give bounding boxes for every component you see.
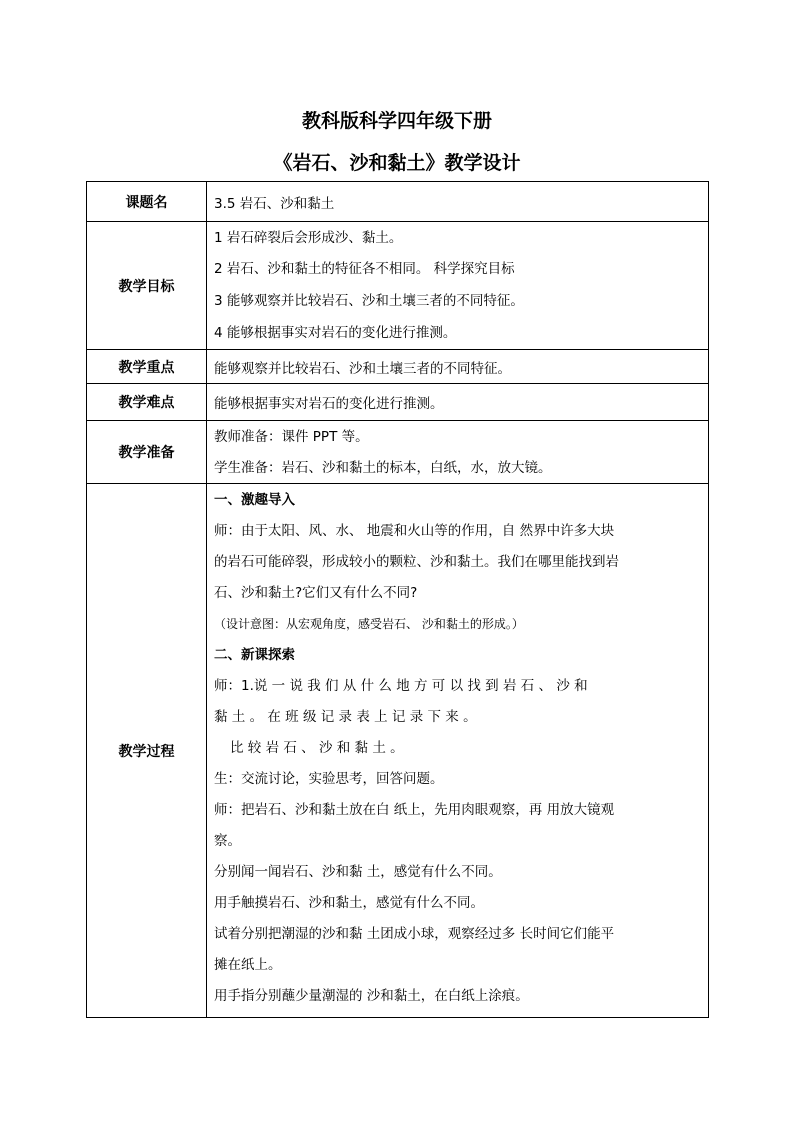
difficulties-label: 教学难点	[87, 384, 207, 421]
process-line: 察。	[214, 833, 241, 849]
process-line: 师：把岩石、沙和黏土放在白 纸上，先用肉眼观察，再 用放大镜观	[214, 802, 615, 818]
topic-label: 课题名	[87, 182, 207, 222]
document-title: 教科版科学四年级下册	[301, 110, 492, 132]
process-line: 师：1.说 一 说 我 们 从 什 么 地 方 可 以 找 到 岩 石 、 沙 和	[214, 678, 588, 694]
process-line: 摊在纸上。	[214, 957, 282, 973]
teacher-preparation: 教师准备：课件 PPT 等。	[214, 428, 369, 445]
process-line: 生：交流讨论，实验思考，回答问题。	[214, 771, 444, 787]
objective-item: 2 岩石、沙和黏土的特征各不相同。 科学探究目标	[214, 261, 515, 277]
key-points-value: 能够观察并比较岩石、沙和土壤三者的不同特征。	[207, 350, 709, 384]
difficulties-row	[87, 384, 709, 421]
process-line: 用手指分别蘸少量潮湿的 沙和黏土，在白纸上涂痕。	[214, 988, 529, 1004]
preparation-row	[87, 421, 709, 484]
objective-item: 1 岩石碎裂后会形成沙、黏土。	[214, 230, 403, 246]
difficulties-value: 能够根据事实对岩石的变化进行推测。	[207, 384, 709, 421]
design-intent-note: （设计意图：从宏观角度，感受岩石、 沙和黏土的形成。）	[214, 617, 524, 631]
topic-row	[87, 182, 709, 222]
key-points-row	[87, 350, 709, 384]
preparation-label: 教学准备	[87, 421, 207, 484]
objective-item: 4 能够根据事实对岩石的变化进行推测。	[214, 325, 457, 341]
process-row	[87, 484, 709, 1018]
process-line: 黏 土 。 在 班 级 记 录 表 上 记 录 下 来 。	[214, 709, 477, 725]
process-line: 比 较 岩 石 、 沙 和 黏 土 。	[230, 740, 404, 756]
key-points-label: 教学重点	[87, 350, 207, 384]
process-line: 石、沙和黏土?它们又有什么不同?	[214, 585, 418, 601]
process-line: 分别闻一闻岩石、沙和黏 土，感觉有什么不同。	[214, 864, 502, 880]
objectives-label: 教学目标	[87, 222, 207, 350]
topic-value: 3.5 岩石、沙和黏土	[207, 182, 709, 222]
objectives-row	[87, 222, 709, 350]
preparation-content	[207, 421, 709, 484]
process-label: 教学过程	[87, 484, 207, 1018]
objective-item: 3 能够观察并比较岩石、沙和土壤三者的不同特征。	[214, 293, 524, 309]
process-line: 用手触摸岩石、沙和黏土，感觉有什么不同。	[214, 895, 484, 911]
section-heading-intro: 一、激趣导入	[214, 492, 295, 508]
process-content	[207, 484, 709, 1018]
lesson-plan-table	[86, 181, 709, 1018]
process-line: 试着分别把潮湿的沙和黏 土团成小球，观察经过多 长时间它们能平	[214, 926, 615, 942]
process-line: 师：由于太阳、风、水、 地震和火山等的作用，自 然界中许多大块	[214, 523, 615, 539]
section-heading-explore: 二、新课探索	[214, 647, 295, 663]
document-subtitle: 《岩石、沙和黏土》教学设计	[273, 152, 521, 174]
student-preparation: 学生准备：岩石、沙和黏土的标本，白纸，水，放大镜。	[214, 459, 552, 476]
process-line: 的岩石可能碎裂，形成较小的颗粒、沙和黏土。我们在哪里能找到岩	[214, 554, 619, 570]
objectives-content	[207, 222, 709, 350]
